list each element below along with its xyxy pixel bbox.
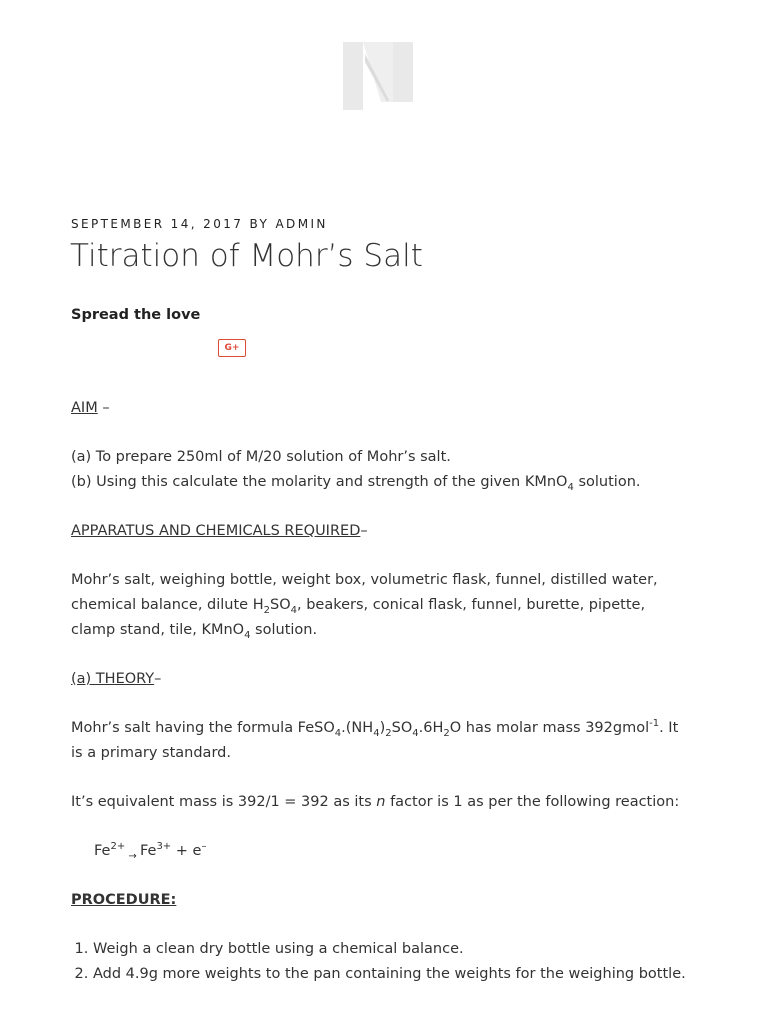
site-logo[interactable] [343,42,413,112]
apparatus-heading: APPARATUS AND CHEMICALS REQUIRED– [71,523,368,539]
theory-formula-text: Mohr’s salt having the formula $FeSO_4.(NH_4)_2SO_4.6H_2O$ has molar mass 392gmol$^{-1}$. It is a primary standard. [71,718,679,761]
list-item: 2. Add 4.9g more weights to the pan containing the weights for the weighing bottle. [93,962,691,987]
page-title: Titration of Mohr’s Salt [70,238,423,274]
reaction-equation: $Fe^{2+}$ $_\to$ $Fe^{3+} + e^-$ [94,841,207,862]
share-label: Spread the love [71,307,201,323]
google-plus-share-button[interactable] [218,339,246,357]
apparatus-text: Mohr’s salt, weighing bottle, weight box, volumetric flask, funnel, distilled water, chemical balance, dilute $H_2SO_4$, beakers, conical flask, funnel, burette, pipette, clamp stand, tile, KMnO$_4$ solution. [71,572,658,641]
google-plus-icon: G+ [224,343,240,353]
post-content [71,396,691,987]
aim-text: (a) To prepare 250ml of M/20 solution of Mohr’s salt. (b) Using this calculate the molarity and strength of the given KMnO$_4$ solution. [71,449,641,493]
post-meta: SEPTEMBER 14, 2017 BY ADMIN [71,217,328,231]
list-item: 1. Weigh a clean dry bottle using a chemical balance. [93,937,691,962]
procedure-list [71,937,691,987]
aim-heading: AIM – [71,400,110,416]
procedure-heading: PROCEDURE: [71,892,177,908]
theory-equivalent-text: It’s equivalent mass is 392/1 = 392 as its n factor is 1 as per the following reaction: [71,794,680,810]
theory-heading: (a) THEORY– [71,671,162,687]
